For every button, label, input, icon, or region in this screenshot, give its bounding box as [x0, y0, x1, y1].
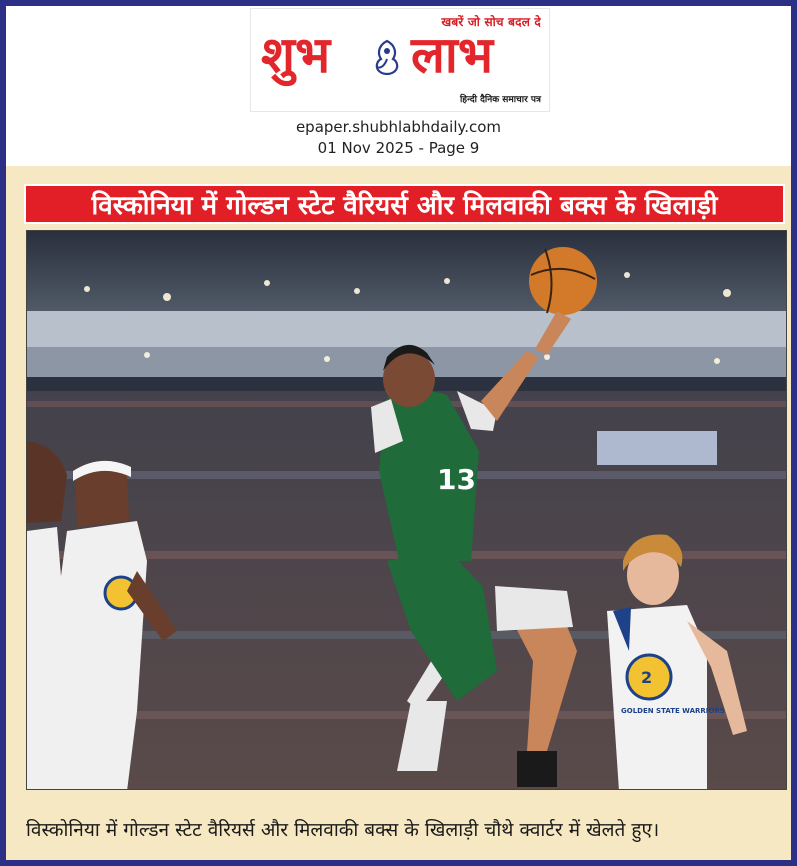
masthead-tagline: खबरें जो सोच बदल दे	[441, 15, 541, 29]
photo-caption: विस्कोनिया में गोल्डन स्टेट वैरियर्स और मिलवाकी बक्स के खिलाड़ी चौथे क्वार्टर में खेलते हुए।	[26, 819, 660, 841]
logo-word-left: शुभ	[261, 26, 331, 84]
defender-jersey-text: GOLDEN STATE WARRIORS	[621, 707, 725, 715]
epaper-page	[6, 6, 791, 860]
article-headline: विस्कोनिया में गोल्डन स्टेट वैरियर्स और मिलवाकी बक्स के खिलाड़ी	[24, 184, 785, 224]
article-area	[6, 166, 791, 860]
player-jersey-number: 13	[437, 463, 476, 496]
masthead-subline: हिन्दी दैनिक समाचार पत्र	[459, 95, 541, 105]
masthead-logo[interactable]	[250, 8, 550, 112]
defender-jersey-number: 2	[641, 668, 653, 687]
edition-date-page: 01 Nov 2025 - Page 9	[317, 139, 480, 157]
ganesha-emblem-icon	[367, 37, 407, 79]
basketball-photo-illustration	[27, 231, 787, 790]
edition-url[interactable]: epaper.shubhlabhdaily.com	[295, 118, 502, 136]
article-photo	[26, 230, 787, 790]
logo-word-right: लाभ	[411, 26, 493, 84]
